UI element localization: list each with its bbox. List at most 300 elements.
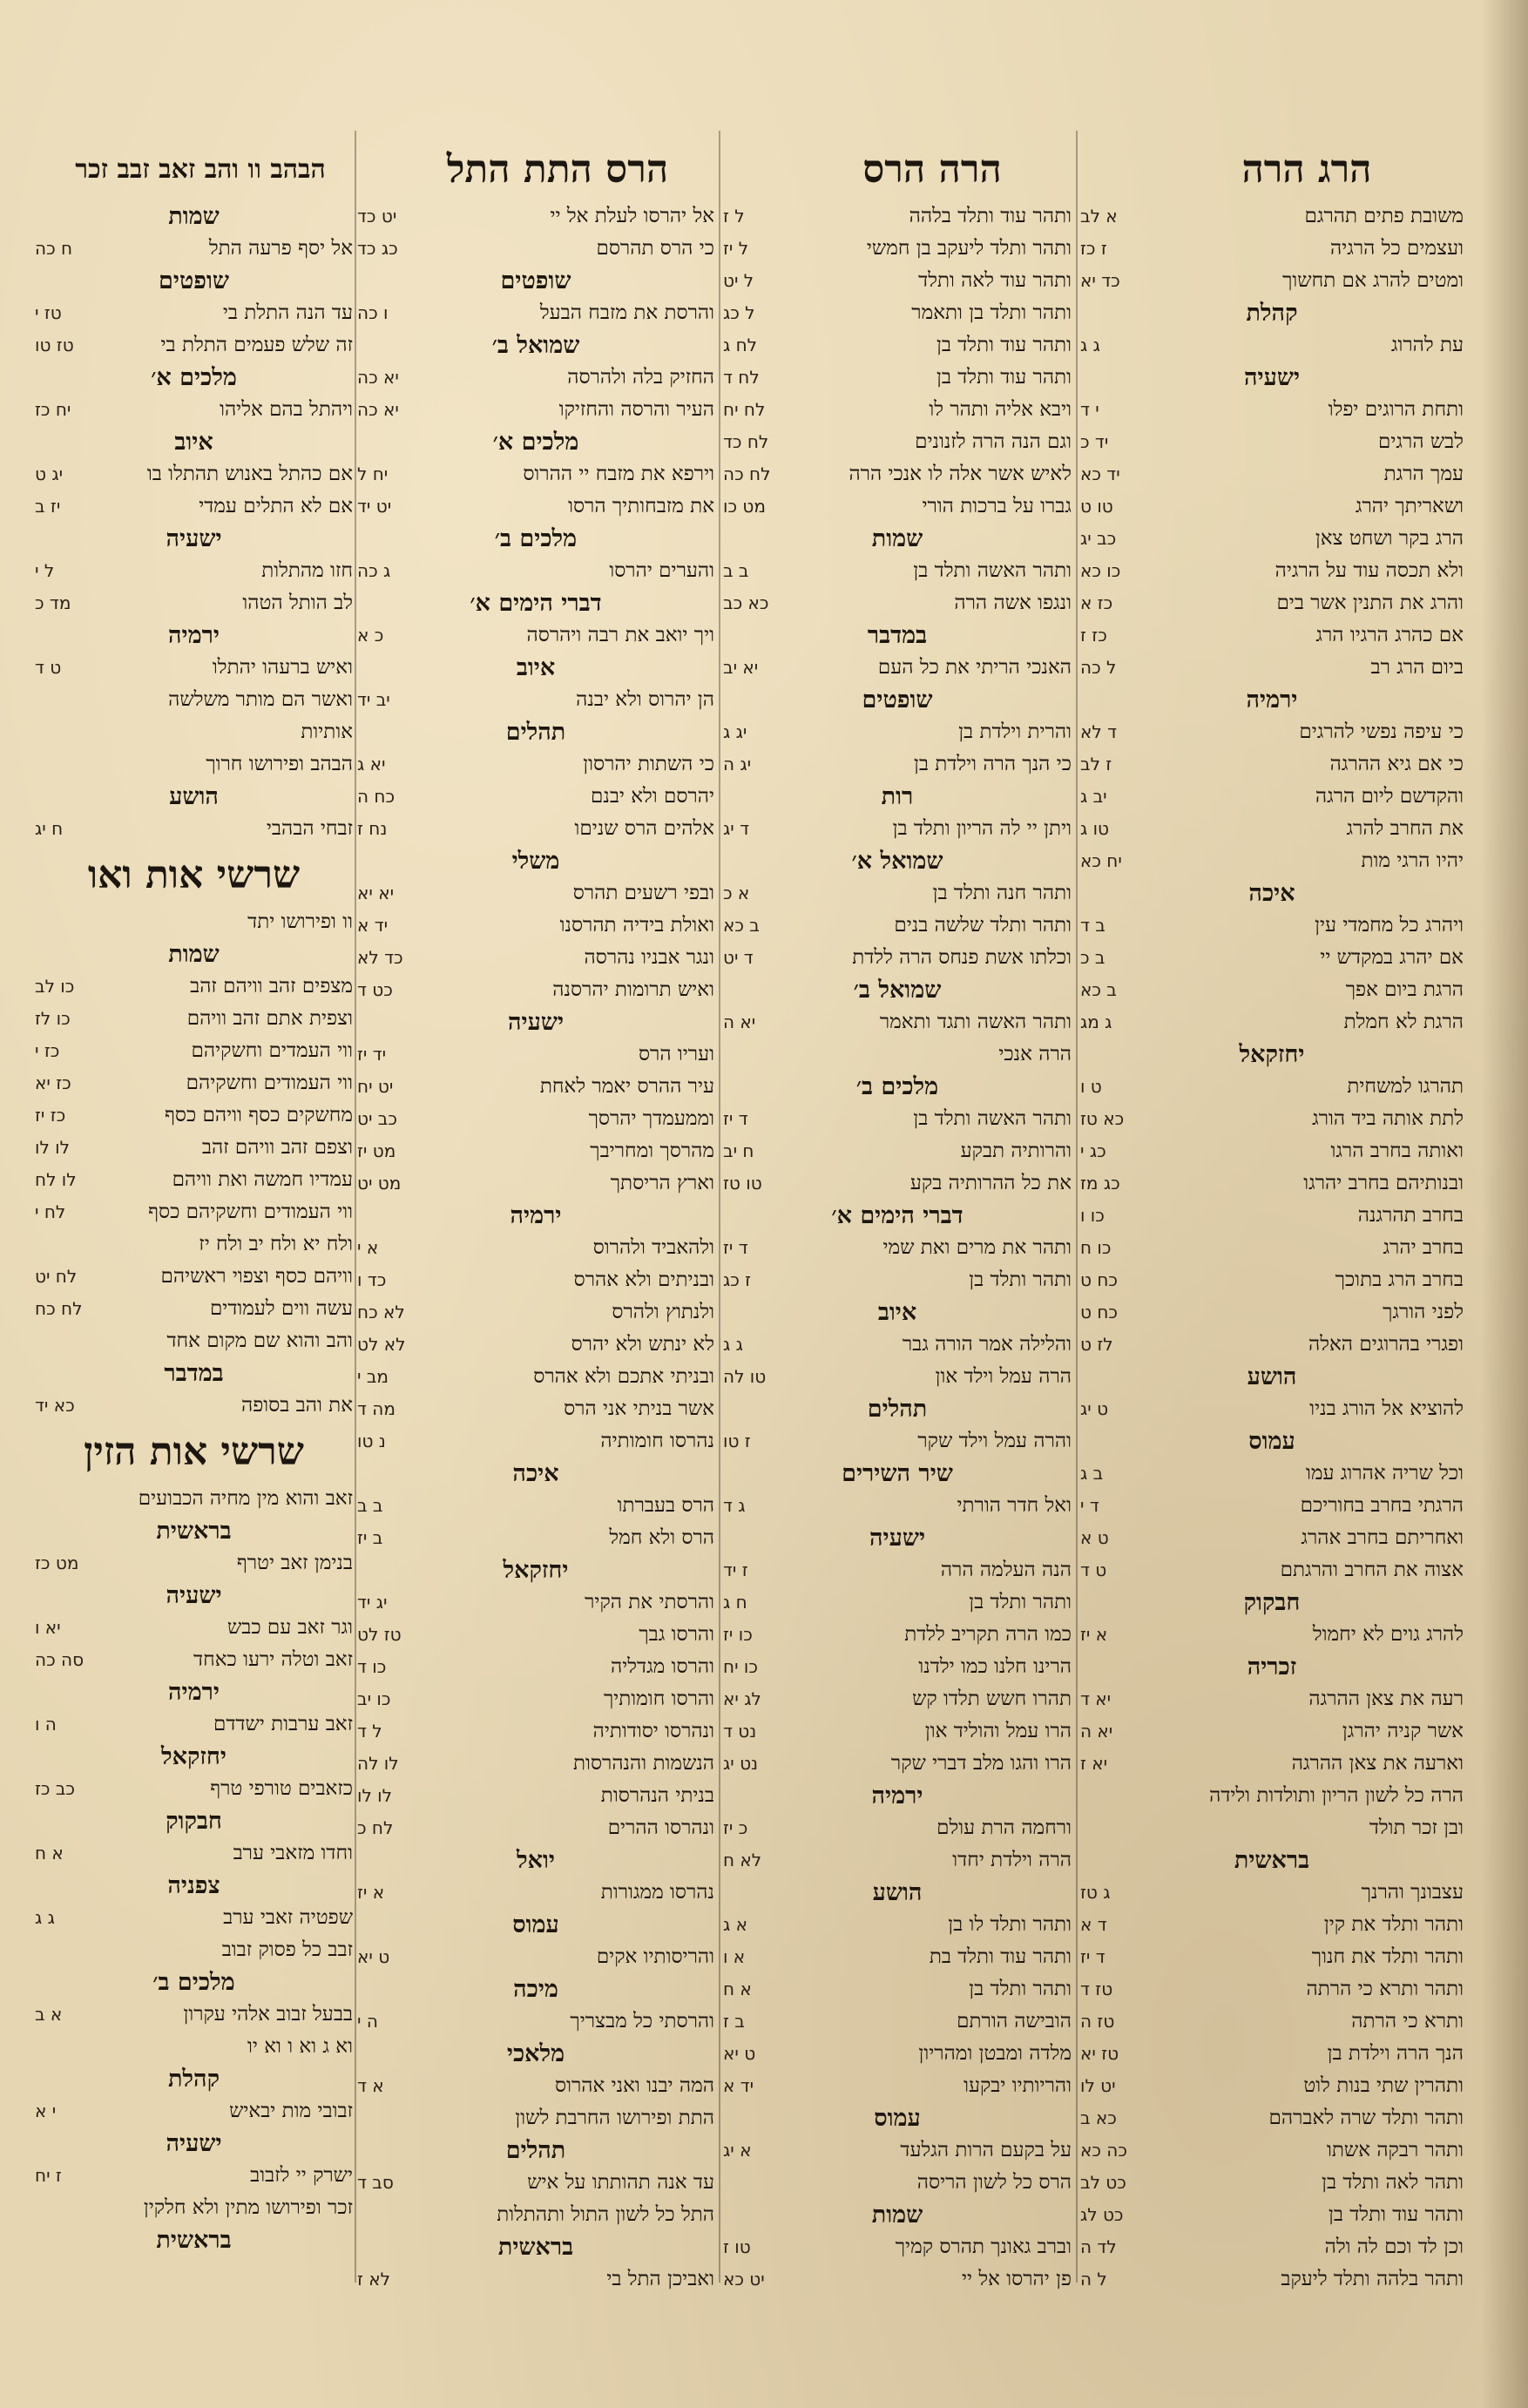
verse-reference: כז ז: [1080, 625, 1107, 646]
verse-entry: [35, 1483, 353, 1515]
verse-reference: יא ג: [357, 754, 386, 774]
book-name: תהלים: [505, 719, 566, 746]
book-name: ירמיה: [168, 1679, 220, 1706]
verse-text: המה יבנו ואני אהרוס: [554, 2074, 714, 2097]
verse-text: זבובי מות יבאיש: [229, 2100, 353, 2122]
verse-reference: כב כז: [35, 1778, 75, 1799]
verse-entry: [1080, 587, 1464, 619]
verse-entry: [1080, 1554, 1464, 1586]
verse-entry: [723, 1715, 1072, 1748]
verse-text: משובת פתים תהרגם: [1304, 205, 1464, 227]
verse-text: והרסו חומותיך: [603, 1688, 714, 1710]
verse-text: ותהר האשה ותלד בן: [913, 559, 1072, 582]
verse-text: הרגת לא חמלת: [1343, 1011, 1464, 1033]
verse-text: וכן לד וכם לה ולה: [1324, 2236, 1464, 2258]
book-name: מלכים א׳: [492, 429, 579, 456]
verse-text: וירפא את מזבח יי ההרוס: [523, 463, 714, 485]
verse-entry: [1080, 1490, 1464, 1522]
verse-entry: [723, 1973, 1072, 2006]
verse-reference: כד יא: [1080, 270, 1120, 291]
verse-entry: [35, 1325, 353, 1357]
verse-entry: [723, 652, 1072, 684]
header-col4: הבהב וו והב זאב זבב זכר: [75, 154, 326, 185]
verse-entry: [357, 1651, 714, 1683]
verse-text: הבהב ופירושו חרוך: [206, 753, 353, 775]
verse-entry: [1080, 426, 1464, 458]
book-name: דברי הימים א׳: [831, 1202, 963, 1229]
book-heading: [357, 1200, 714, 1232]
verse-text: והרסתי את הקיר: [585, 1591, 714, 1613]
verse-text: והקדשם ליום הרגה: [1315, 785, 1464, 808]
book-name: בראשית: [156, 1518, 232, 1545]
book-name: שמות: [871, 2202, 923, 2229]
verse-text: ונהרסו ההרים: [607, 1816, 714, 1839]
book-heading: [357, 1844, 714, 1877]
verse-reference: ל כה: [1080, 657, 1117, 678]
verse-text: וכל שריה אהרוג עמו: [1305, 1462, 1464, 1485]
verse-text: הרס בעברתו: [617, 1494, 714, 1517]
verse-text: ולנתוץ ולהרס: [612, 1301, 714, 1323]
book-name: עמוס: [512, 1911, 559, 1938]
verse-text: אותיות: [301, 720, 353, 743]
verse-text: ותהר ותלד ליעקב בן חמשי: [866, 237, 1072, 260]
book-heading: [357, 652, 714, 684]
verse-reference: ז טו: [723, 1431, 751, 1451]
verse-entry: [35, 329, 353, 362]
book-heading: [357, 426, 714, 458]
verse-text: ותהר את מרים ואת שמי: [882, 1236, 1072, 1259]
verse-reference: יא ה: [723, 1011, 756, 1032]
verse-entry: [35, 587, 353, 619]
verse-entry: [1080, 1877, 1464, 1909]
book-heading: [35, 523, 353, 555]
book-heading: [1080, 1844, 1464, 1877]
book-heading: [723, 1200, 1072, 1232]
verse-text: נהרסו ממגורות: [600, 1881, 714, 1904]
verse-text: שפטיה זאבי ערב: [223, 1906, 353, 1929]
verse-reference: כג כד: [357, 238, 398, 259]
verse-text: יהרסם ולא יבנם: [590, 785, 714, 808]
verse-reference: כו לז: [35, 1008, 71, 1029]
verse-entry: [1080, 329, 1464, 362]
verse-text: אם יהרג במקדש יי: [1320, 946, 1464, 969]
verse-entry: [35, 652, 353, 684]
book-heading: [35, 265, 353, 297]
verse-text: ותהר ותלד בן: [969, 1978, 1072, 2000]
verse-reference: כז יז: [35, 1105, 66, 1126]
book-name: שיר השירים: [842, 1460, 953, 1487]
verse-entry: [723, 1554, 1072, 1586]
verse-reference: א כ: [723, 883, 750, 903]
verse-reference: י ד: [1080, 399, 1099, 420]
book-heading: [723, 1522, 1072, 1554]
verse-entry: [1080, 1200, 1464, 1232]
verse-reference: סה כה: [35, 1649, 85, 1670]
verse-text: ותהר ותרא כי הרתה: [1306, 1978, 1464, 2000]
verse-reference: לח כה: [723, 463, 771, 484]
book-heading: [723, 974, 1072, 1006]
verse-reference: כז א: [1080, 592, 1113, 613]
verse-entry: [35, 2095, 353, 2127]
verse-entry: [357, 1877, 714, 1909]
verse-entry: [357, 1941, 714, 1973]
verse-text: ותהר האשה ותגד ותאמר: [879, 1011, 1072, 1033]
verse-text: הנה העלמה הרה: [940, 1559, 1072, 1581]
book-name: ישעיה: [1243, 364, 1301, 391]
book-name: שופטים: [159, 267, 229, 294]
book-name: שמות: [168, 203, 220, 230]
book-name: יחזקאל: [1239, 1041, 1305, 1068]
verse-text: כמו הרה תקריב ללדת: [904, 1623, 1072, 1646]
verse-entry: [723, 233, 1072, 265]
verse-entry: [723, 490, 1072, 523]
verse-text: עצבונך והרנך: [1361, 1881, 1464, 1904]
verse-entry: [1080, 1812, 1464, 1844]
verse-text: על בקעם הרות הגלעד: [900, 2139, 1072, 2161]
verse-text: ותהר עוד לאה ותלד: [918, 269, 1072, 292]
verse-reference: יח כא: [1080, 850, 1122, 871]
verse-entry: [1080, 555, 1464, 587]
book-name: ישעיה: [166, 1582, 222, 1609]
verse-text: מחשקים כסף וויהם כסף: [164, 1104, 353, 1126]
verse-text: ותרא כי הרתה: [1351, 2010, 1464, 2033]
book-heading: [35, 1676, 353, 1708]
verse-entry: [723, 265, 1072, 297]
concordance-column-4: [35, 200, 353, 2309]
verse-entry: [723, 1038, 1072, 1071]
verse-reference: כו לב: [35, 976, 75, 997]
book-name: מלכים ב׳: [855, 1073, 939, 1100]
book-heading: [723, 781, 1072, 813]
verse-reference: ד יז: [1080, 1946, 1105, 1967]
verse-reference: כג מז: [1080, 1173, 1120, 1194]
book-name: מלכים א׳: [151, 364, 237, 391]
verse-text: ותהר ותלד בן: [969, 1268, 1072, 1291]
book-name: שופטים: [500, 267, 571, 294]
verse-reference: ג טז: [1080, 1882, 1111, 1903]
verse-reference: ו כה: [357, 302, 389, 323]
verse-text: אל יסף פרעה התל: [208, 237, 353, 260]
verse-reference: ט ו: [1080, 1076, 1102, 1097]
book-name: תהלים: [867, 1396, 928, 1423]
book-heading: [723, 1458, 1072, 1490]
verse-text: ולהאביד ולהרוס: [592, 1236, 714, 1259]
verse-reference: כו ו: [1080, 1205, 1105, 1226]
verse-reference: א יז: [1080, 1624, 1108, 1645]
verse-reference: י א: [35, 2100, 57, 2121]
verse-entry: [357, 942, 714, 974]
verse-reference: יא יב: [723, 657, 759, 678]
verse-entry: [723, 910, 1072, 942]
verse-reference: ח יג: [35, 818, 64, 839]
verse-reference: ל יז: [723, 238, 749, 259]
verse-reference: כו כא: [1080, 560, 1121, 581]
book-name: בראשית: [156, 2227, 232, 2254]
verse-entry: [357, 297, 714, 329]
verse-reference: כו ח: [1080, 1237, 1112, 1258]
verse-reference: ט יא: [357, 1946, 390, 1967]
verse-reference: ה י: [357, 2011, 378, 2032]
verse-entry: [357, 1232, 714, 1264]
verse-reference: כא יד: [35, 1395, 75, 1416]
verse-reference: לח כח: [35, 1298, 83, 1319]
verse-reference: כח ט: [1080, 1302, 1118, 1322]
verse-text: ותהר ותלד שלשה בנים: [894, 914, 1072, 937]
verse-text: יהיו הרגי מות: [1361, 849, 1464, 872]
verse-entry: [1080, 1458, 1464, 1490]
verse-text: ויבא אליה ותהר לו: [929, 398, 1072, 421]
verse-text: והרסת את מזבח הבעל: [539, 301, 714, 324]
verse-reference: כא ב: [1080, 2107, 1117, 2128]
verse-entry: [357, 748, 714, 781]
verse-reference: יא כה: [357, 367, 399, 388]
verse-entry: [1080, 1296, 1464, 1329]
verse-reference: כה כא: [1080, 2140, 1127, 2161]
section-title: שרשי אות הזין: [84, 1430, 304, 1474]
verse-text: הרגתי בחרב בחוריכם: [1300, 1494, 1464, 1517]
verse-text: ואחריתם בחרב אהרג: [1301, 1526, 1464, 1549]
verse-entry: [357, 910, 714, 942]
verse-entry: [357, 877, 714, 910]
book-heading: [1080, 1425, 1464, 1458]
verse-reference: א ח: [35, 1843, 64, 1863]
verse-reference: סב ד: [357, 2172, 394, 2193]
verse-entry: [357, 1780, 714, 1812]
book-heading: [723, 1780, 1072, 1812]
verse-reference: יד כא: [1080, 463, 1120, 484]
verse-reference: כט ד: [357, 979, 393, 1000]
verse-entry: [1080, 974, 1464, 1006]
verse-entry: [357, 1103, 714, 1135]
book-heading: [723, 845, 1072, 877]
verse-text: אצוה את החרב והרגתם: [1280, 1559, 1464, 1581]
verse-entry: [723, 2038, 1072, 2070]
book-name: מלכים ב׳: [494, 525, 578, 552]
verse-reference: לח ד: [723, 367, 760, 388]
verse-reference: כו יב: [357, 1688, 391, 1709]
verse-reference: יג יד: [357, 1592, 388, 1613]
verse-entry: [1080, 394, 1464, 426]
verse-entry: [723, 329, 1072, 362]
verse-text: ובנותיהם בחרב יהרגו: [1303, 1172, 1464, 1194]
verse-text: כי עיפה נפשי להרגים: [1299, 720, 1464, 743]
header-col3: הרס התת התל: [446, 147, 669, 192]
verse-reference: לח יט: [35, 1266, 78, 1287]
verse-entry: [35, 2160, 353, 2192]
verse-reference: יא כה: [357, 399, 399, 420]
verse-entry: [357, 684, 714, 716]
verse-entry: [357, 394, 714, 426]
verse-entry: [357, 1619, 714, 1651]
book-heading: [357, 587, 714, 619]
verse-text: אשר קניה יהרגן: [1342, 1720, 1464, 1742]
verse-entry: [357, 362, 714, 394]
book-name: בראשית: [1234, 1847, 1310, 1874]
verse-entry: [35, 1644, 353, 1676]
verse-reference: יט כד: [357, 206, 397, 227]
verse-reference: טו ז: [723, 2236, 751, 2257]
verse-entry: [1080, 2038, 1464, 2070]
verse-reference: יד א: [723, 2075, 754, 2096]
verse-entry: [723, 1812, 1072, 1844]
verse-text: והריסותיו אקים: [596, 1945, 714, 1968]
verse-reference: כד ו: [357, 1269, 387, 1290]
verse-entry: [35, 1547, 353, 1579]
verse-reference: יא ד: [1080, 1688, 1112, 1709]
verse-text: הרה וילדת יחדו: [952, 1849, 1072, 1871]
verse-entry: [1080, 652, 1464, 684]
verse-reference: ל י: [35, 560, 55, 581]
verse-entry: [723, 555, 1072, 587]
verse-entry: [1080, 2167, 1464, 2199]
verse-entry: [35, 490, 353, 523]
verse-reference: מה ד: [357, 1398, 396, 1419]
verse-text: הרינו חלנו כמו ילדנו: [918, 1655, 1072, 1678]
verse-entry: [723, 1103, 1072, 1135]
verse-text: וגר זאב עם כבש: [227, 1616, 353, 1639]
verse-entry: [357, 1135, 714, 1167]
verse-entry: [1080, 1941, 1464, 1973]
verse-reference: מד כ: [35, 592, 71, 613]
book-heading: [723, 1296, 1072, 1329]
verse-text: הרה כל לשון הריון ותולדות ולידה: [1209, 1784, 1464, 1807]
verse-reference: ל יט: [723, 270, 754, 291]
verse-text: ותהר ותלד בן ותאמר: [911, 301, 1072, 324]
verse-reference: לג יא: [723, 1688, 761, 1709]
verse-reference: יט יד: [357, 496, 392, 517]
verse-entry: [35, 1773, 353, 1805]
verse-reference: טז ה: [1080, 2011, 1115, 2032]
verse-text: מצפים זהב וויהם זהב: [190, 975, 353, 998]
book-name: שמות: [168, 941, 220, 968]
book-heading: [723, 684, 1072, 716]
verse-entry: [1080, 1683, 1464, 1715]
verse-reference: ב ג: [1080, 1463, 1104, 1484]
verse-reference: טז יא: [1080, 2043, 1119, 2064]
verse-text: ושאריתך יהרג: [1355, 495, 1464, 517]
book-name: ישעיה: [507, 1009, 565, 1036]
verse-reference: ל ה: [1080, 2269, 1107, 2290]
verse-text: האנכי הריתי את כל העם: [877, 656, 1072, 679]
verse-reference: יט לו: [1080, 2075, 1116, 2096]
verse-reference: לח ג: [723, 335, 758, 355]
verse-entry: [723, 1941, 1072, 1973]
verse-reference: ד יז: [723, 1237, 748, 1258]
verse-text: ותהר עוד ותלד בן: [936, 366, 1072, 389]
verse-entry: [723, 1135, 1072, 1167]
column-rule: [719, 131, 720, 2283]
verse-entry: [723, 716, 1072, 748]
verse-text: והרסתי כל מבצריך: [570, 2010, 714, 2033]
verse-text: ותהר עוד ותלד בלהה: [909, 205, 1072, 227]
verse-entry: [357, 813, 714, 845]
verse-text: לבש הרגים: [1378, 430, 1464, 453]
verse-text: ותהר ותלד בן: [969, 1591, 1072, 1613]
verse-entry: [1080, 2102, 1464, 2134]
verse-entry: [35, 813, 353, 845]
verse-reference: טו ט: [1080, 496, 1113, 517]
verse-text: זכר ופירושו מתין ולא חלקין: [143, 2196, 353, 2219]
verse-text: הרו עמל והוליד און: [924, 1720, 1072, 1742]
book-heading: [35, 1966, 353, 1999]
book-name: שמות: [871, 525, 923, 552]
verse-reference: לח יח: [723, 399, 766, 420]
verse-reference: כו יז: [723, 1624, 753, 1645]
book-heading: [357, 845, 714, 877]
verse-entry: [35, 394, 353, 426]
book-heading: [723, 2102, 1072, 2134]
verse-text: ויהרג כל מחמדי עין: [1315, 914, 1464, 937]
verse-text: עיר ההרס יאמר לאחת: [539, 1075, 714, 1098]
verse-entry: [35, 1293, 353, 1325]
verse-text: מהרסך ומחריבך: [590, 1140, 714, 1162]
verse-text: והרג את התנין אשר בים: [1276, 592, 1464, 614]
verse-entry: [357, 1167, 714, 1200]
verse-text: כי אם גיא ההרגה: [1329, 753, 1464, 775]
book-name: ירמיה: [510, 1202, 562, 1229]
verse-reference: ג ג: [35, 1907, 55, 1928]
verse-entry: [357, 200, 714, 233]
verse-text: והב והוא שם מקום אחד: [166, 1329, 353, 1352]
verse-text: הרה אנכי: [998, 1043, 1072, 1065]
verse-text: תהרגו למשחית: [1347, 1075, 1464, 1098]
book-heading: [35, 1357, 353, 1390]
book-heading: [723, 619, 1072, 652]
verse-entry: [723, 2006, 1072, 2038]
verse-entry: [1080, 265, 1464, 297]
verse-entry: [1080, 2263, 1464, 2296]
verse-text: עד הנה התלת בי: [222, 301, 353, 324]
verse-entry: [357, 1071, 714, 1103]
verse-text: אם כהתל באנוש תהתלו בו: [146, 463, 353, 485]
verse-entry: [35, 906, 353, 938]
verse-entry: [1080, 1071, 1464, 1103]
verse-reference: לא לט: [357, 1334, 406, 1355]
verse-text: ואותה בחרב הרגו: [1330, 1140, 1464, 1162]
verse-text: חזו מהתלות: [261, 559, 353, 582]
verse-text: כי השתות יהרסון: [583, 753, 714, 775]
verse-text: להרג גוים לא יחמול: [1312, 1623, 1464, 1646]
verse-text: הובישה הורתם: [957, 2010, 1072, 2033]
book-heading: [723, 1393, 1072, 1425]
book-heading: [357, 265, 714, 297]
verse-reference: יד יז: [357, 1044, 387, 1065]
verse-text: אשר בניתי אני הרס: [564, 1397, 714, 1420]
verse-entry: [1080, 1393, 1464, 1425]
verse-text: לא ינתש ולא יהרס: [571, 1333, 714, 1356]
verse-entry: [723, 1167, 1072, 1200]
page-edge-shadow: [1481, 0, 1528, 2408]
book-heading: [357, 1458, 714, 1490]
book-name: שמואל א׳: [851, 848, 943, 875]
book-heading: [1080, 1651, 1464, 1683]
verse-reference: כב יט: [357, 1108, 397, 1129]
verse-reference: מט כז: [35, 1552, 79, 1573]
verse-text: ותהר ותלד את קין: [1323, 1913, 1464, 1936]
verse-reference: טז ד: [1080, 1978, 1113, 1999]
verse-reference: ה ו: [35, 1714, 57, 1735]
verse-reference: לא ז: [357, 2269, 391, 2290]
verse-reference: נט יג: [723, 1753, 759, 1774]
verse-reference: מט יז: [357, 1140, 396, 1161]
verse-reference: ד יז: [723, 1108, 748, 1129]
verse-text: ותהר רבקה אשתו: [1327, 2139, 1464, 2161]
verse-text: ואל חדר הורתי: [957, 1494, 1072, 1517]
verse-reference: ד א: [1080, 1914, 1107, 1935]
verse-text: והרותיה תבקע: [960, 1140, 1072, 1162]
book-name: יחזקאל: [160, 1743, 226, 1770]
verse-reference: ט ד: [35, 657, 62, 678]
